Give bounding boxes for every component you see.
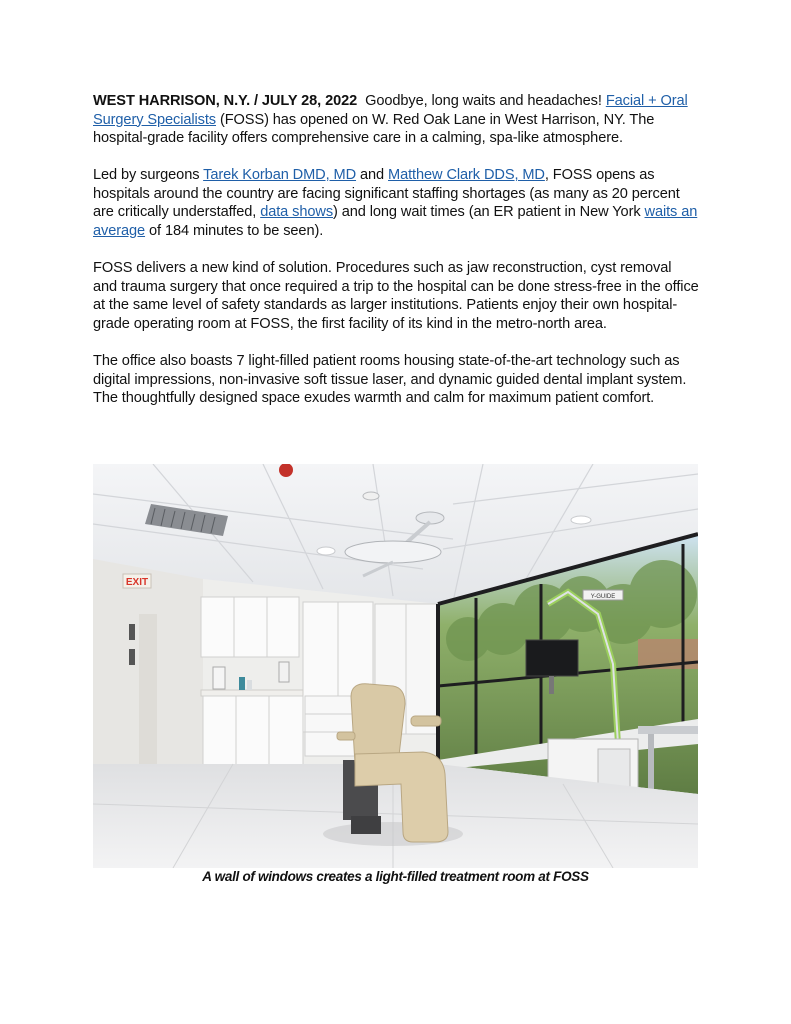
p2-text-d: ) and long wait times (an ER patient in New York: [333, 204, 641, 221]
article-body: [93, 92, 699, 426]
paragraph-2: [93, 166, 699, 240]
photo-caption: A wall of windows creates a light-filled treatment room at FOSS: [202, 869, 589, 884]
clark-link[interactable]: Matthew Clark DDS, MD: [388, 167, 545, 184]
p1-rest-text: (FOSS) has opened on W. Red Oak Lane in West Harrison, NY. The hospital-grade facility offers comprehensive care in a calming, spa-like atmosphere.: [93, 111, 655, 147]
dateline: WEST HARRISON, N.Y. / JULY 28, 2022: [93, 93, 358, 109]
paragraph-1: [93, 92, 699, 148]
robot-label: Y-GUIDE: [590, 594, 616, 600]
p2-text-e: of 184 minutes to be seen).: [149, 223, 324, 240]
data-shows-link[interactable]: data shows: [260, 204, 334, 221]
foss-link[interactable]: Facial + Oral Surgery Specialists: [93, 93, 688, 128]
p2-text-b: and: [360, 167, 385, 184]
paragraph-3: FOSS delivers a new kind of solution. Procedures such as jaw reconstruction, cyst removal and trauma surgery that once required a trip to the hospital can be done stress-free in the office at the same level of safety standards as larger institutions. Patients enjoy their own hospital-grade operating room at FOSS, the first facility of its kind in the metro-north area.: [93, 260, 699, 332]
korban-link[interactable]: Tarek Korban DMD, MD: [203, 167, 357, 184]
p2-text-a: Led by surgeons: [93, 167, 200, 184]
exit-sign: EXIT: [125, 577, 149, 588]
p2-text-c: , FOSS opens as hospitals around the country are facing significant staffing shortages (as many as 20 percent are critically understaffed,: [93, 167, 680, 221]
paragraph-4: The office also boasts 7 light-filled patient rooms housing state-of-the-art technology such as digital impressions, non-invasive soft tissue laser, and dynamic guided dental implant system. The thoughtfully designed space exudes warmth and calm for maximum patient comfort.: [93, 353, 687, 407]
treatment-room-photo: [93, 464, 698, 868]
waits-average-link[interactable]: waits an average: [93, 204, 698, 240]
intro-text: Goodbye, long waits and headaches!: [365, 93, 602, 109]
